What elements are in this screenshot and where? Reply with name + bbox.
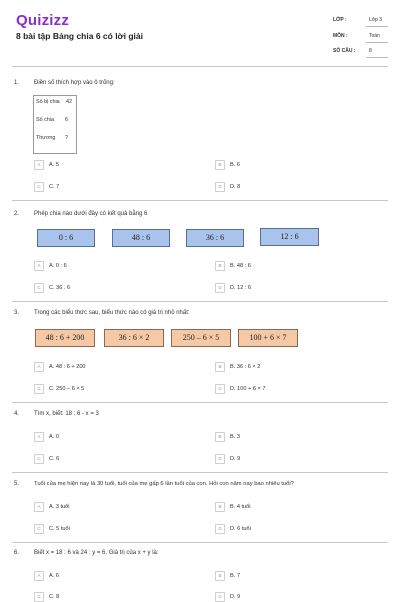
question-text: Tìm x, biết: 18 : 6 - x = 3	[34, 411, 99, 417]
option-c[interactable]	[34, 283, 70, 293]
option-key-box[interactable]: D	[215, 592, 225, 602]
option-d[interactable]	[215, 283, 251, 293]
division-table	[33, 95, 77, 154]
expression-box: 100 + 6 × 7	[238, 329, 298, 347]
expression-box: 250 – 6 × 5	[171, 329, 231, 347]
table-row-label: Số bị chia	[36, 99, 60, 105]
question-number: 6.	[14, 550, 20, 556]
question-text: Điền số thích hợp vào ô trống:	[34, 80, 115, 86]
option-label: C. 36 . 6	[49, 285, 71, 291]
meta-class-underline	[366, 26, 388, 27]
question-divider	[12, 542, 388, 543]
option-label: B. 4 tuổi	[230, 504, 251, 510]
worksheet-title: 8 bài tập Bảng chia 6 có lời giải	[16, 31, 143, 41]
option-label: A. 3 tuổi	[49, 504, 70, 510]
option-label: A. 0 : 6	[49, 263, 67, 269]
option-key-box[interactable]: C	[34, 182, 44, 192]
option-c[interactable]	[34, 384, 84, 394]
question-text: Phép chia nào dưới đây có kết quả bằng 6	[34, 211, 148, 217]
option-label: D. 9	[230, 456, 241, 462]
option-d[interactable]	[215, 182, 240, 192]
expression-box: 36 : 6 × 2	[104, 329, 164, 347]
option-key-box[interactable]: D	[215, 454, 225, 464]
worksheet-header	[0, 0, 400, 64]
option-a[interactable]	[34, 502, 70, 512]
option-d[interactable]	[215, 524, 251, 534]
option-label: D. 100 + 6 × 7	[230, 386, 266, 392]
option-key-box[interactable]: D	[215, 524, 225, 534]
option-a[interactable]	[34, 432, 59, 442]
option-label: A. 5	[49, 162, 59, 168]
expression-box: 48 : 6 + 200	[35, 329, 95, 347]
expression-box: 12 : 6	[260, 228, 319, 246]
option-key-box[interactable]: C	[34, 454, 44, 464]
meta-class-label: LỚP :	[333, 17, 347, 23]
meta-count-underline	[366, 57, 388, 58]
question-text: Trong các biểu thức sau, biểu thức nào có giá trị nhỏ nhất:	[34, 310, 190, 316]
option-label: A. 48 : 6 + 200	[49, 364, 86, 370]
header-divider	[12, 66, 388, 67]
option-b[interactable]	[215, 261, 251, 271]
quizizz-logo: Quizizz	[16, 12, 70, 29]
option-label: C. 250 – 6 × 5	[49, 386, 85, 392]
option-d[interactable]	[215, 384, 265, 394]
option-key-box[interactable]: B	[215, 502, 225, 512]
option-c[interactable]	[34, 454, 59, 464]
option-label: C. 8	[49, 594, 60, 600]
option-label: A. 0	[49, 434, 59, 440]
option-b[interactable]	[215, 160, 240, 170]
option-key-box[interactable]: B	[215, 432, 225, 442]
option-key-box[interactable]: A	[34, 261, 44, 271]
option-label: D. 8	[230, 184, 241, 190]
option-c[interactable]	[34, 182, 59, 192]
option-b[interactable]	[215, 432, 240, 442]
meta-subject-underline	[366, 42, 388, 43]
table-row-label: Số chia	[36, 117, 54, 123]
question-number: 2.	[14, 211, 20, 217]
question-divider	[12, 200, 388, 201]
option-label: B. 48 : 6	[230, 263, 251, 269]
meta-class-value: Lớp 3	[369, 17, 383, 23]
option-key-box[interactable]: A	[34, 160, 44, 170]
table-row-value: 42	[66, 99, 72, 105]
option-label: C. 5 tuổi	[49, 526, 70, 532]
option-key-box[interactable]: B	[215, 571, 225, 581]
option-key-box[interactable]: A	[34, 432, 44, 442]
option-key-box[interactable]: D	[215, 182, 225, 192]
table-row-value: ?	[65, 135, 68, 141]
table-row-label: Thương	[36, 135, 56, 141]
meta-count-label: SỐ CÂU :	[333, 48, 356, 54]
option-c[interactable]	[34, 592, 59, 602]
question-number: 3.	[14, 310, 20, 316]
option-c[interactable]	[34, 524, 70, 534]
option-key-box[interactable]: B	[215, 261, 225, 271]
option-label: D. 6 tuổi	[230, 526, 251, 532]
question-divider	[12, 472, 388, 473]
option-a[interactable]	[34, 571, 59, 581]
question-number: 4.	[14, 411, 20, 417]
expression-box: 36 : 6	[186, 229, 244, 247]
option-key-box[interactable]: A	[34, 571, 44, 581]
option-key-box[interactable]: D	[215, 384, 225, 394]
option-b[interactable]	[215, 571, 240, 581]
option-key-box[interactable]: C	[34, 592, 44, 602]
option-label: D. 9	[230, 594, 241, 600]
meta-subject-value: Toán	[369, 33, 380, 39]
option-label: B. 3	[230, 434, 240, 440]
option-a[interactable]	[34, 261, 67, 271]
option-key-box[interactable]: B	[215, 160, 225, 170]
option-a[interactable]	[34, 362, 86, 372]
option-label: B. 6	[230, 162, 240, 168]
option-label: C. 6	[49, 456, 60, 462]
option-label: B. 7	[230, 573, 240, 579]
option-b[interactable]	[215, 362, 260, 372]
option-b[interactable]	[215, 502, 251, 512]
question-divider	[12, 402, 388, 403]
option-key-box[interactable]: C	[34, 283, 44, 293]
meta-count-value: 8	[369, 48, 372, 54]
expression-box: 0 : 6	[37, 229, 95, 247]
option-label: D. 12 : 6	[230, 285, 252, 291]
option-d[interactable]	[215, 592, 240, 602]
question-number: 5.	[14, 481, 20, 487]
question-text: Tuổi của mẹ hiện nay là 30 tuổi, tuổi của mẹ gấp 6 lần tuổi của con. Hỏi con năm nay bao nhiêu tuổi?	[34, 481, 294, 487]
option-key-box[interactable]: B	[215, 362, 225, 372]
option-label: C. 7	[49, 184, 60, 190]
question-divider	[12, 301, 388, 302]
option-key-box[interactable]: C	[34, 524, 44, 534]
meta-subject-label: MÔN :	[333, 33, 348, 39]
option-key-box[interactable]: A	[34, 362, 44, 372]
option-key-box[interactable]: A	[34, 502, 44, 512]
question-text: Biết x = 18 : 6 và 24 : y = 6. Giá trị của x + y là:	[34, 550, 159, 556]
expression-box: 48 : 6	[112, 229, 170, 247]
option-key-box[interactable]: D	[215, 283, 225, 293]
option-label: A. 6	[49, 573, 59, 579]
question-number: 1.	[14, 80, 20, 86]
option-d[interactable]	[215, 454, 240, 464]
option-label: B. 36 : 6 × 2	[230, 364, 261, 370]
table-row-value: 6	[65, 117, 68, 123]
option-a[interactable]	[34, 160, 59, 170]
option-key-box[interactable]: C	[34, 384, 44, 394]
